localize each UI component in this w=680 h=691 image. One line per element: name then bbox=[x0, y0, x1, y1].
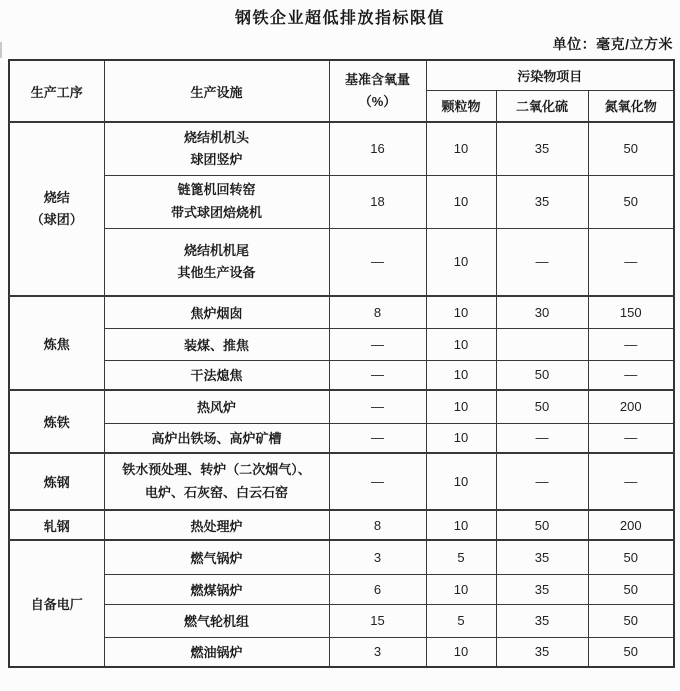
oxygen-cell: 18 bbox=[329, 175, 426, 228]
oxygen-cell: 8 bbox=[329, 296, 426, 328]
facility-cell bbox=[104, 122, 329, 175]
nox-cell: — bbox=[588, 228, 674, 296]
facility-cell: 热风炉 bbox=[104, 390, 329, 423]
process-cell-captive-power: 自备电厂 bbox=[9, 540, 104, 667]
header-oxygen-line2: （%） bbox=[358, 94, 397, 109]
oxygen-cell: 16 bbox=[329, 122, 426, 175]
nox-cell: 200 bbox=[588, 510, 674, 540]
oxygen-cell: 6 bbox=[329, 574, 426, 604]
oxygen-cell: — bbox=[329, 360, 426, 390]
facility-line: 烧结机机头 bbox=[183, 129, 249, 145]
so2-cell: 35 bbox=[496, 574, 588, 604]
header-oxygen-line1: 基准含氧量 bbox=[344, 71, 410, 87]
so2-cell: 35 bbox=[496, 637, 588, 667]
so2-cell: 35 bbox=[496, 604, 588, 637]
process-cell-sintering bbox=[9, 122, 104, 296]
facility-cell bbox=[104, 453, 329, 510]
pm-cell: 10 bbox=[426, 637, 496, 667]
pm-cell: 10 bbox=[426, 453, 496, 510]
process-line: 烧结 bbox=[43, 189, 70, 205]
facility-cell bbox=[104, 228, 329, 296]
facility-cell: 燃油锅炉 bbox=[104, 637, 329, 667]
pm-cell: 10 bbox=[426, 390, 496, 423]
facility-line: 铁水预处理、转炉（二次烟气）、 bbox=[122, 462, 311, 478]
so2-cell: 50 bbox=[496, 360, 588, 390]
process-cell-steelmaking: 炼钢 bbox=[9, 453, 104, 510]
facility-cell bbox=[104, 175, 329, 228]
nox-cell: — bbox=[588, 453, 674, 510]
header-pollutant-group: 污染物项目 bbox=[426, 60, 674, 90]
pm-cell: 10 bbox=[426, 510, 496, 540]
unit-label: 单位：毫克/立方米 bbox=[552, 36, 673, 52]
nox-cell: — bbox=[588, 328, 674, 360]
pm-cell: 10 bbox=[426, 574, 496, 604]
header-so2: 二氧化硫 bbox=[496, 90, 588, 122]
pm-cell: 10 bbox=[426, 423, 496, 453]
so2-cell: 30 bbox=[496, 296, 588, 328]
so2-cell: 35 bbox=[496, 175, 588, 228]
oxygen-cell: — bbox=[329, 390, 426, 423]
oxygen-cell: — bbox=[329, 328, 426, 360]
oxygen-cell: 15 bbox=[329, 604, 426, 637]
so2-cell: 35 bbox=[496, 122, 588, 175]
oxygen-cell: — bbox=[329, 423, 426, 453]
scan-artifact bbox=[0, 42, 2, 58]
page-title: 钢铁企业超低排放指标限值 bbox=[234, 10, 445, 27]
pm-cell: 10 bbox=[426, 175, 496, 228]
pm-cell: 10 bbox=[426, 296, 496, 328]
oxygen-cell: 3 bbox=[329, 637, 426, 667]
nox-cell: 50 bbox=[588, 574, 674, 604]
oxygen-cell: 8 bbox=[329, 510, 426, 540]
so2-cell: 50 bbox=[496, 390, 588, 423]
so2-cell bbox=[496, 328, 588, 360]
pm-cell: 10 bbox=[426, 360, 496, 390]
oxygen-cell: 3 bbox=[329, 540, 426, 574]
process-cell-ironmaking: 炼铁 bbox=[9, 390, 104, 453]
nox-cell: 50 bbox=[588, 637, 674, 667]
facility-cell: 高炉出铁场、高炉矿槽 bbox=[104, 423, 329, 453]
nox-cell: — bbox=[588, 360, 674, 390]
facility-cell: 燃气锅炉 bbox=[104, 540, 329, 574]
facility-cell: 焦炉烟囱 bbox=[104, 296, 329, 328]
nox-cell: — bbox=[588, 423, 674, 453]
facility-cell: 燃煤锅炉 bbox=[104, 574, 329, 604]
so2-cell: — bbox=[496, 423, 588, 453]
process-cell-coking: 炼焦 bbox=[9, 296, 104, 390]
facility-cell: 干法熄焦 bbox=[104, 360, 329, 390]
facility-line: 链篦机回转窑 bbox=[177, 182, 256, 198]
pm-cell: 5 bbox=[426, 540, 496, 574]
header-pm: 颗粒物 bbox=[426, 90, 496, 122]
header-process: 生产工序 bbox=[9, 60, 104, 122]
header-facility: 生产设施 bbox=[104, 60, 329, 122]
nox-cell: 200 bbox=[588, 390, 674, 423]
header-oxygen bbox=[329, 60, 426, 122]
nox-cell: 50 bbox=[588, 540, 674, 574]
oxygen-cell: — bbox=[329, 453, 426, 510]
process-line: （球团） bbox=[30, 212, 83, 227]
facility-line: 电炉、石灰窑、白云石窑 bbox=[144, 484, 288, 500]
nox-cell: 50 bbox=[588, 604, 674, 637]
emission-limits-table bbox=[8, 59, 675, 668]
facility-line: 球团竖炉 bbox=[190, 151, 243, 167]
nox-cell: 50 bbox=[588, 175, 674, 228]
so2-cell: — bbox=[496, 228, 588, 296]
so2-cell: 50 bbox=[496, 510, 588, 540]
pm-cell: 10 bbox=[426, 122, 496, 175]
facility-line: 其他生产设备 bbox=[177, 264, 256, 280]
pm-cell: 5 bbox=[426, 604, 496, 637]
facility-cell: 燃气轮机组 bbox=[104, 604, 329, 637]
process-cell-rolling: 轧钢 bbox=[9, 510, 104, 540]
nox-cell: 50 bbox=[588, 122, 674, 175]
so2-cell: — bbox=[496, 453, 588, 510]
nox-cell: 150 bbox=[588, 296, 674, 328]
oxygen-cell: — bbox=[329, 228, 426, 296]
pm-cell: 10 bbox=[426, 228, 496, 296]
pm-cell: 10 bbox=[426, 328, 496, 360]
facility-line: 烧结机机尾 bbox=[183, 242, 249, 258]
facility-cell: 装煤、推焦 bbox=[104, 328, 329, 360]
header-nox: 氮氧化物 bbox=[588, 90, 674, 122]
so2-cell: 35 bbox=[496, 540, 588, 574]
facility-cell: 热处理炉 bbox=[104, 510, 329, 540]
facility-line: 带式球团焙烧机 bbox=[170, 204, 262, 220]
